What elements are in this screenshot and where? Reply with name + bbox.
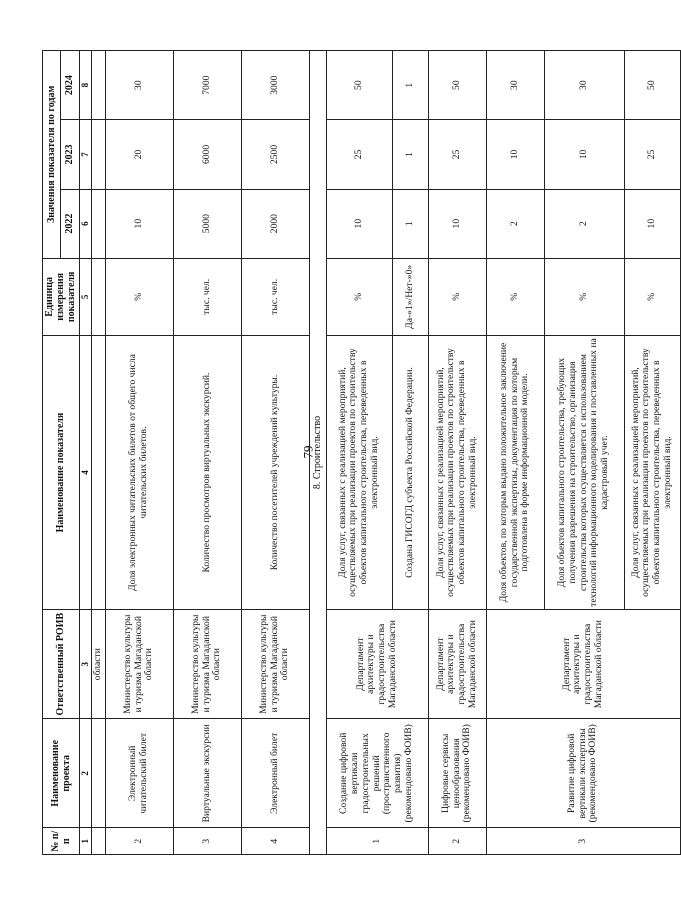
value-2023: 10 bbox=[544, 120, 624, 189]
value-2024: 1 bbox=[392, 51, 428, 120]
indicator-name: Доля электронных читательских билетов от общего числа читательских билетов. bbox=[105, 335, 173, 609]
continuation-fragment: области bbox=[91, 610, 105, 719]
header-unit: Единица измерения показателя bbox=[43, 258, 80, 335]
responsible-roiv: Департамент архитектуры и градостроительства Магаданской области bbox=[428, 610, 486, 719]
table-row bbox=[428, 51, 486, 855]
unit: % bbox=[428, 258, 486, 335]
unit: % bbox=[544, 258, 624, 335]
project-name: Создание цифровой вертикали градостроительных решений (пространственного развития) (рекомендовано ФОИВ) bbox=[326, 719, 428, 828]
unit: тыс. чел. bbox=[173, 258, 241, 335]
column-number: 4 bbox=[79, 335, 91, 609]
row-number: 1 bbox=[326, 828, 428, 855]
responsible-roiv: Департамент архитектуры и градостроительства Магаданской области bbox=[326, 610, 428, 719]
indicator-name: Доля услуг, связанных с реализацией мероприятий, осуществляемых при реализации проектов по строительству объектов капитального строительства, переведенных в электронный вид. bbox=[624, 335, 680, 609]
value-2022: 2000 bbox=[241, 189, 309, 258]
unit: % bbox=[486, 258, 544, 335]
header-year-2022: 2022 bbox=[61, 189, 79, 258]
header-indicator: Наименование показателя bbox=[43, 335, 80, 609]
row-number: 3 bbox=[173, 828, 241, 855]
value-2022: 10 bbox=[105, 189, 173, 258]
row-number: 2 bbox=[105, 828, 173, 855]
value-2023: 25 bbox=[326, 120, 392, 189]
indicator-name: Доля услуг, связанных с реализацией мероприятий, осуществляемых при реализации проектов по строительству объектов капитального строительства, переведенных в электронный вид. bbox=[326, 335, 392, 609]
project-name: Электронный читательский билет bbox=[105, 719, 173, 828]
value-2023: 25 bbox=[428, 120, 486, 189]
value-2024: 50 bbox=[326, 51, 392, 120]
value-2023: 2500 bbox=[241, 120, 309, 189]
value-2022: 1 bbox=[392, 189, 428, 258]
value-2022: 2 bbox=[544, 189, 624, 258]
unit: % bbox=[624, 258, 680, 335]
value-2022: 10 bbox=[326, 189, 392, 258]
value-2024: 30 bbox=[105, 51, 173, 120]
table-row bbox=[486, 51, 544, 855]
indicator-name: Доля объектов капитального строительства, требующих получения разрешения на строительство, организация строительства которых осуществляется с использованием технологий информационного моделирования и поставленных на кадастровый учет. bbox=[544, 335, 624, 609]
row-number: 3 bbox=[486, 828, 680, 855]
header-roiv: Ответственный РОИВ bbox=[43, 610, 80, 719]
table-row bbox=[105, 51, 173, 855]
indicator-name: Количество посетителей учреждений культуры. bbox=[241, 335, 309, 609]
header-values-group: Значения показателя по годам bbox=[43, 51, 61, 259]
project-name: Цифровые сервисы ценообразования (рекомендовано ФОИВ) bbox=[428, 719, 486, 828]
column-number: 7 bbox=[79, 120, 91, 189]
indicator-name: Доля услуг, связанных с реализацией мероприятий, осуществляемых при реализации проектов по строительству объектов капитального строительства, переведенных в электронный вид. bbox=[428, 335, 486, 609]
column-number: 6 bbox=[79, 189, 91, 258]
value-2024: 30 bbox=[486, 51, 544, 120]
value-2023: 6000 bbox=[173, 120, 241, 189]
rotated-table-wrapper bbox=[42, 50, 673, 855]
column-numbers-row bbox=[79, 51, 91, 855]
indicator-name: Доля объектов, по которым выдано положительное заключение государственной экспертизы, документация по которым подготовлена в форме информационной модели. bbox=[486, 335, 544, 609]
unit: Да-»1»/Нет-»0» bbox=[392, 258, 428, 335]
table-row bbox=[326, 51, 392, 855]
responsible-roiv: Министерство культуры и туризма Магаданской области bbox=[173, 610, 241, 719]
project-name: Развитие цифровой вертикали экспертизы (рекомендовано ФОИВ) bbox=[486, 719, 680, 828]
row-number: 4 bbox=[241, 828, 309, 855]
unit: тыс. чел. bbox=[241, 258, 309, 335]
responsible-roiv: Министерство культуры и туризма Магаданской области bbox=[105, 610, 173, 719]
value-2023: 10 bbox=[486, 120, 544, 189]
column-number: 5 bbox=[79, 258, 91, 335]
column-number: 1 bbox=[79, 828, 91, 855]
header-project: Наименование проекта bbox=[43, 719, 80, 828]
value-2022: 10 bbox=[624, 189, 680, 258]
header-year-2024: 2024 bbox=[61, 51, 79, 120]
project-name: Электронный билет bbox=[241, 719, 309, 828]
value-2023: 20 bbox=[105, 120, 173, 189]
value-2024: 7000 bbox=[173, 51, 241, 120]
value-2023: 1 bbox=[392, 120, 428, 189]
value-2024: 30 bbox=[544, 51, 624, 120]
column-number: 2 bbox=[79, 719, 91, 828]
value-2022: 10 bbox=[428, 189, 486, 258]
responsible-roiv: Департамент архитектуры и градостроительства Магаданской области bbox=[486, 610, 680, 719]
section-title: 8. Строительство bbox=[309, 51, 326, 855]
column-number: 8 bbox=[79, 51, 91, 120]
header-no: № п/п bbox=[43, 828, 80, 855]
value-2023: 25 bbox=[624, 120, 680, 189]
row-number: 2 bbox=[428, 828, 486, 855]
value-2022: 5000 bbox=[173, 189, 241, 258]
indicators-table bbox=[42, 50, 681, 855]
value-2024: 3000 bbox=[241, 51, 309, 120]
indicator-name: Количество просмотров виртуальных экскурсий. bbox=[173, 335, 241, 609]
section-row bbox=[309, 51, 326, 855]
value-2024: 50 bbox=[624, 51, 680, 120]
table-row bbox=[241, 51, 309, 855]
responsible-roiv: Министерство культуры и туризма Магаданской области bbox=[241, 610, 309, 719]
column-number: 3 bbox=[79, 610, 91, 719]
continuation-row bbox=[91, 51, 105, 855]
header-year-2023: 2023 bbox=[61, 120, 79, 189]
header-row-top bbox=[43, 51, 61, 855]
unit: % bbox=[105, 258, 173, 335]
project-name: Виртуальные экскурсии bbox=[173, 719, 241, 828]
table-row bbox=[173, 51, 241, 855]
value-2022: 2 bbox=[486, 189, 544, 258]
page-number: 79 bbox=[300, 445, 316, 459]
unit: % bbox=[326, 258, 392, 335]
value-2024: 50 bbox=[428, 51, 486, 120]
indicator-name: Создана ГИСОГД субъекта Российской Федерации. bbox=[392, 335, 428, 609]
